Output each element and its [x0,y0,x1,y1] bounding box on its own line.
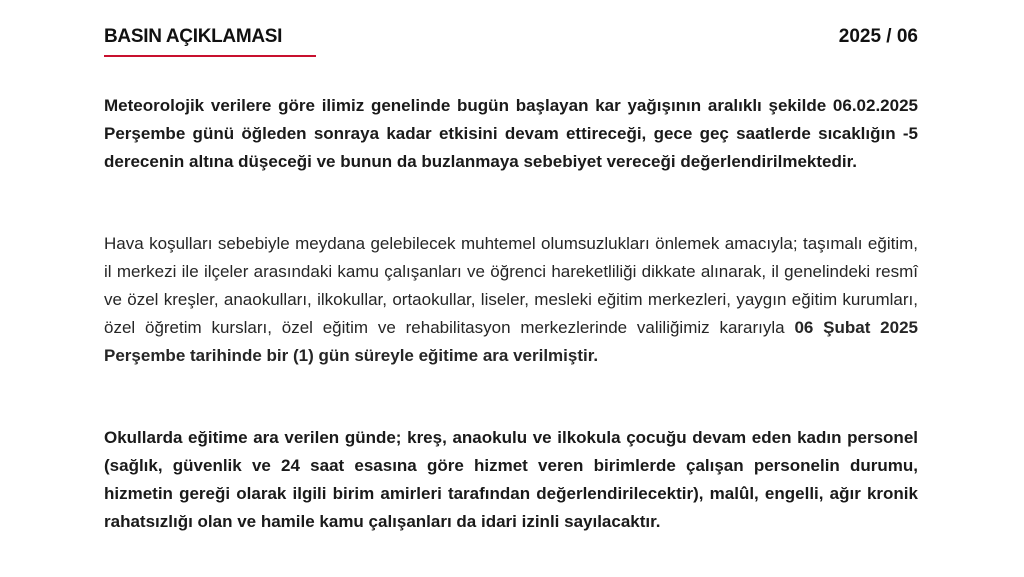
document-title: BASIN AÇIKLAMASI [104,26,283,47]
paragraph-weather-forecast: Meteorolojik verilere göre ilimiz genelinde bugün başlayan kar yağışının aralıklı şekilde 06.02.2025 Perşembe günü öğleden sonraya kadar etkisini devam ettireceği, gece geç saatlerde sıcaklığın -5 derecenin altına düşeceği ve bunun da buzlanmaya sebebiyet vereceği değerlendirilmektedir. [104,96,918,171]
paragraph-school-closure [104,230,918,370]
paragraph-administrative-leave: Okullarda eğitime ara verilen günde; kreş, anaokulu ve ilkokula çocuğu devam eden kadın personel (sağlık, güvenlik ve 24 saat esasına göre hizmet veren birimlerde çalışan personelin durumu, hizmetin gereği olarak ilgili birim amirleri tarafından değerlendirilecektir), malûl, engelli, ağır kronik rahatsızlığı olan ve hamile kamu çalışanları da idari izinli sayılacaktır. [104,428,918,531]
paragraph-school-closure-text: Hava koşulları sebebiyle meydana gelebilecek muhtemel olumsuzlukları önlemek amacıyla; taşımalı eğitim, il merkezi ile ilçeler arasındaki kamu çalışanları ve öğrenci hareketliliği dikkate alınarak, il genelindeki resmî ve özel kreşler, anaokulları, ilkokullar, ortaokullar, liseler, mesleki eğitim merkezleri, yaygın eğitim kurumları, özel öğretim kursları, özel eğitim ve rehabilitasyon merkezlerinde valiliğimiz kararıyla [104,234,918,337]
paragraph-school-closure-decision: 06 Şubat 2025 Perşembe tarihinde bir (1) gün süreyle eğitime ara verilmiştir. [104,318,918,365]
document-header [104,22,918,58]
title-underline [104,55,316,57]
document-number: 2025 / 06 [838,26,918,47]
